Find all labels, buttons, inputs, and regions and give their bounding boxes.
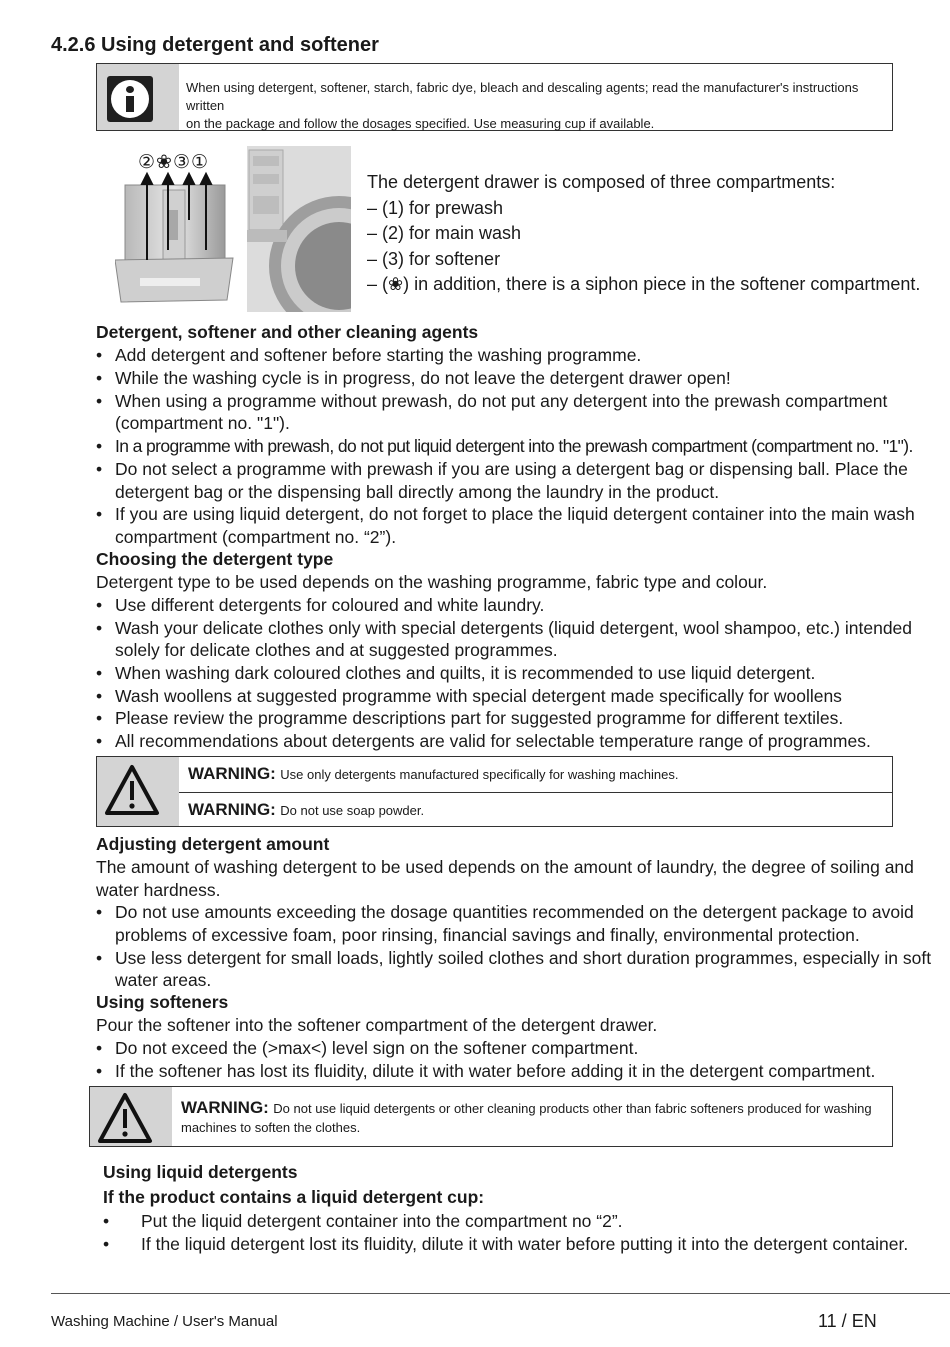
- list-item-continuation: detergent bag or the dispensing ball directly among the laundry in the product.: [115, 482, 720, 502]
- warning-icon: [97, 1092, 153, 1144]
- compartment-main-wash: – (2) for main wash: [367, 223, 522, 243]
- footer-divider: [51, 1293, 950, 1294]
- detergent-drawer-image: [115, 150, 235, 308]
- list-item-continuation: (compartment no. "1").: [115, 413, 290, 433]
- info-box: [96, 63, 893, 131]
- list-item-continuation: problems of excessive foam, poor rinsing, financial savings and finally, environmental protection.: [115, 925, 860, 945]
- washing-machine-image: [247, 146, 351, 312]
- list-item-continuation: water areas.: [115, 970, 212, 990]
- detergent-type-intro: Detergent type to be used depends on the washing programme, fabric type and colour.: [96, 572, 768, 592]
- compartment-softener: – (3) for softener: [367, 248, 501, 269]
- compartment-prewash: – (1) for prewash: [367, 197, 504, 218]
- warning-box: [89, 1086, 893, 1147]
- info-icon: [107, 76, 153, 122]
- heading-detergent-amount: Adjusting detergent amount: [96, 834, 330, 854]
- heading-softeners: Using softeners: [96, 992, 229, 1012]
- softener-intro: Pour the softener into the softener compartment of the detergent drawer.: [96, 1015, 658, 1035]
- amount-intro-cont: water hardness.: [96, 880, 221, 900]
- list-item-continuation: solely for delicate clothes and at suggested programmes.: [115, 640, 558, 660]
- compartments-description: The detergent drawer is composed of three compartments: – (1) for prewash – (2) for main wash – (3) for softener – (❀) in addition, there is a siphon piece in the softener compartment.: [367, 170, 920, 298]
- heading-detergent-type: Choosing the detergent type: [96, 549, 334, 569]
- warning-icon: [104, 764, 160, 816]
- warning-row: WARNING: Use only detergents manufactured specifically for washing machines.: [188, 764, 679, 783]
- list-item-continuation: compartment (compartment no. “2”).: [115, 527, 397, 547]
- warning-row: WARNING: Do not use soap powder.: [188, 800, 425, 819]
- heading-liquid-detergents: Using liquid detergents: [103, 1162, 298, 1182]
- section-title: 4.2.6 Using detergent and softener: [51, 34, 379, 56]
- footer-manual-title: Washing Machine / User's Manual: [51, 1313, 278, 1330]
- compartment-siphon: – (❀) in addition, there is a siphon piece in the softener compartment.: [367, 274, 921, 294]
- warning-text: WARNING: Do not use liquid detergents or other cleaning products other than fabric softeners produced for washing machines to soften the clothes.: [181, 1098, 872, 1135]
- subheading-liquid-cup: If the product contains a liquid detergent cup:: [103, 1187, 485, 1207]
- amount-intro: The amount of washing detergent to be used depends on the amount of laundry, the degree of soiling and: [96, 857, 914, 877]
- heading-detergent-agents: Detergent, softener and other cleaning agents: [96, 322, 479, 342]
- page-number: 11 / EN: [818, 1311, 877, 1331]
- warning-box: [96, 756, 893, 827]
- info-text: When using detergent, softener, starch, fabric dye, bleach and descaling agents; read the manufacturer's instructions written on the package and follow the dosages specified. Use measuring cup if available.: [186, 80, 859, 131]
- drawer-labels: ②❀③①: [138, 152, 210, 173]
